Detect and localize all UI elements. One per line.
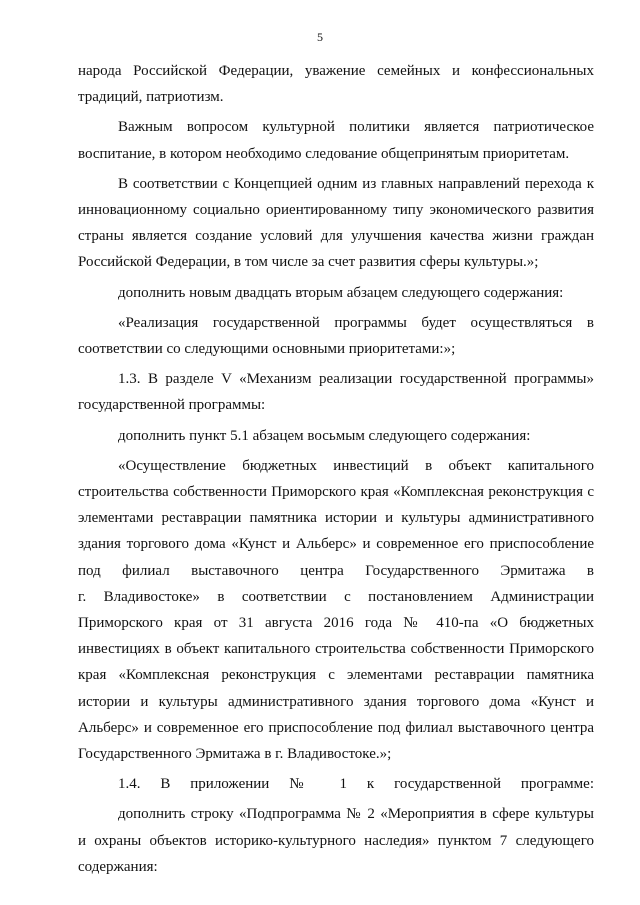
text-line: инвестициях в объект капитального строительства собственности Приморского [78, 641, 594, 658]
paragraph [78, 801, 594, 880]
text-line: дополнить новым двадцать вторым абзацем следующего содержания: [118, 284, 564, 301]
text-line: строительства собственности Приморского края «Комплексная реконструкция с [78, 484, 594, 501]
text-line: воспитание, в котором необходимо следование общепринятым приоритетам. [78, 145, 570, 162]
page-number: 5 [317, 30, 323, 44]
paragraph [78, 366, 594, 418]
text-line: содержания: [78, 858, 158, 875]
text-line: 1.4. В приложении № 1 к государственной программе: [118, 776, 594, 793]
paragraph [78, 423, 594, 449]
paragraph [78, 171, 594, 276]
text-line: края «Комплексная реконструкция с элементами реставрации памятника [78, 667, 594, 684]
text-line: г. Владивостоке» в соответствии с постановлением Администрации [78, 588, 594, 605]
paragraph [78, 310, 594, 362]
text-line: и охраны объектов историко-культурного наследия» пунктом 7 следующего [78, 832, 594, 849]
text-line: народа Российской Федерации, уважение семейных и конфессиональных [78, 63, 594, 79]
text-line: дополнить пункт 5.1 абзацем восьмым следующего содержания: [118, 427, 531, 444]
text-line: дополнить строку «Подпрограмма № 2 «Мероприятия в сфере культуры [118, 806, 594, 823]
text-line: под филиал выставочного центра Государственного Эрмитажа в [78, 562, 594, 579]
text-line: соответствии со следующими основными приоритетами:»; [78, 341, 456, 358]
paragraph [78, 453, 594, 767]
text-line: Важным вопросом культурной политики является патриотическое [118, 119, 594, 136]
text-line: истории и культуры административного здания торгового дома «Кунст и [78, 693, 594, 710]
text-line: Приморского края от 31 августа 2016 года № 410-па «О бюджетных [78, 615, 594, 632]
text-line: Российской Федерации, в том числе за счет развития сферы культуры.»; [78, 254, 539, 271]
paragraph [78, 114, 594, 166]
text-line: элементами реставрации памятника истории и культуры административного [78, 510, 594, 527]
text-line: 1.3. В разделе V «Механизм реализации государственной программы» [118, 371, 594, 388]
text-line: государственной программы: [78, 397, 266, 414]
document-body [78, 58, 594, 880]
text-line: В соответствии с Концепцией одним из главных направлений перехода к [118, 175, 594, 192]
text-line: традиций, патриотизм. [78, 89, 224, 106]
text-line: Альберс» и современное его приспособление под филиал выставочного центра [78, 719, 594, 736]
text-line: Государственного Эрмитажа в г. Владивостоке.»; [78, 746, 392, 763]
paragraph [78, 280, 594, 306]
text-line: инновационному социально ориентированному типу экономического развития [78, 202, 594, 219]
paragraph [78, 771, 594, 797]
text-line: «Осуществление бюджетных инвестиций в объект капитального [118, 457, 594, 474]
text-line: «Реализация государственной программы будет осуществляться в [118, 314, 594, 331]
paragraph [78, 58, 594, 110]
text-line: страны является создание условий для улучшения качества жизни граждан [78, 228, 594, 245]
text-line: здания торгового дома «Кунст и Альберс» и современное его приспособление [78, 536, 594, 553]
